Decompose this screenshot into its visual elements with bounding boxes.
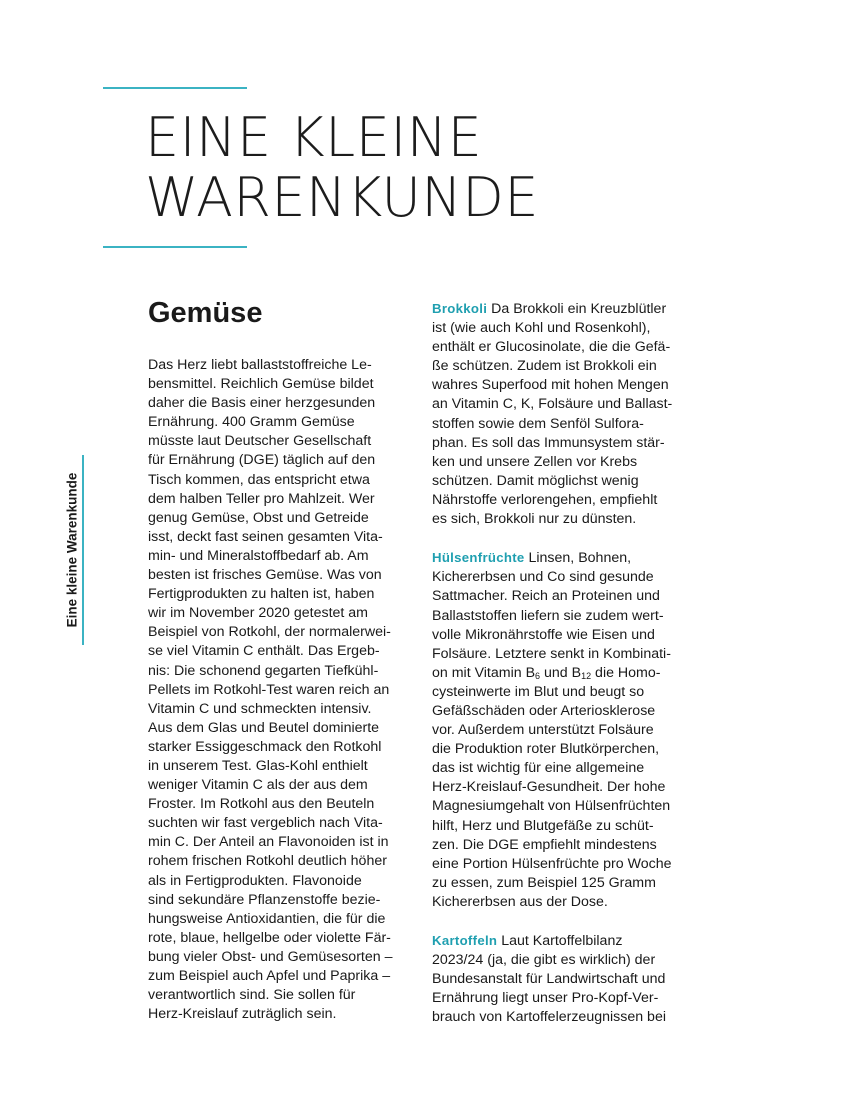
keyword-kartoffeln: Kartoffeln [432,933,498,949]
text-line: 2023/24 (ja, die gibt es wirklich) der [432,952,656,969]
text-line: daher die Basis einer herzgesunden [148,395,376,412]
text-line: schützen. Damit möglichst wenig [432,472,639,489]
text-line: phan. Es soll das Immunsystem stär- [432,434,665,451]
side-running-header [60,455,84,645]
text-line: Pellets im Rotkohl-Test waren reich an [148,681,390,698]
text-line: Herz-Kreislauf zuträglich sein. [148,1006,337,1023]
text-line: rote, blaue, hellgelbe oder violette Fär- [148,929,391,946]
text-line: hilft, Herz und Blutgefäße zu schüt- [432,817,654,834]
text-line: zu essen, zum Beispiel 125 Gramm [432,874,656,891]
text-line: verantwortlich sind. Sie sollen für [148,987,356,1004]
text-line: enthält er Glucosinolate, die die Gefä- [432,339,671,356]
left-column-text [148,356,410,1024]
text-line: Das Herz liebt ballaststoffreiche Le- [148,357,372,373]
text-line: besten ist frisches Gemüse. Was von [148,567,382,584]
text-line: genug Gemüse, Obst und Getreide [148,509,369,526]
text-line: cysteinwerte im Blut und beugt so [432,683,645,700]
text-line: für Ernährung (DGE) täglich auf den [148,452,376,469]
text-line: ken und unsere Zellen vor Krebs [432,453,638,470]
text-line: Kichererbsen aus der Dose. [432,893,608,910]
text-line: isst, deckt fast seinen gesamten Vita- [148,528,383,545]
text-line: Froster. Im Rotkohl aus den Beuteln [148,796,375,813]
text-line: Fertigprodukten zu halten ist, haben [148,586,375,603]
page-title-line: WARENKUNDE [145,166,539,229]
side-label: Eine kleine Warenkunde [64,472,80,628]
text-line-vitamin [432,664,702,683]
text-line: bensmittel. Reichlich Gemüse bildet [148,376,374,393]
paragraph-lead-line [432,931,702,951]
text-line: Gefäßschäden oder Arteriosklerose [432,702,656,719]
text-line: Ernährung. 400 Gramm Gemüse [148,414,355,431]
title-rule-top [103,87,247,89]
text-line: ße schützen. Zudem ist Brokkoli ein [432,358,657,375]
text-line: ist (wie auch Kohl und Rosenkohl), [432,320,651,337]
text-line: wir im November 2020 getestet am [148,605,368,622]
text-line: stoffen sowie dem Senföl Sulfora- [432,415,644,432]
text-line: Sattmacher. Reich an Proteinen und [432,588,660,605]
text-line: Nährstoffe verlorengehen, empfiehlt [432,491,658,508]
huelsen-paragraph-a [432,568,702,663]
kartoffeln-paragraph [432,951,702,1027]
keyword-huelsenfruechte: Hülsenfrüchte [432,550,525,566]
text-line: das ist wichtig für eine allgemeine [432,760,645,777]
text-fragment: on mit Vitamin B [432,664,536,681]
text-line: müsste laut Deutscher Gesellschaft [148,433,372,450]
text-line: nis: Die schonend gegarten Tiefkühl- [148,662,379,679]
text-line: Bundesanstalt für Landwirtschaft und [432,971,666,988]
section-heading: Gemüse [148,297,263,329]
keyword-brokkoli: Brokkoli [432,301,488,316]
text-line: sind sekundäre Pflanzenstoffe bezie- [148,891,381,908]
text-line: vor. Außerdem unterstützt Folsäure [432,722,654,739]
lead-text: Laut Kartoffelbilanz [497,933,623,950]
text-line: dem halben Teller pro Mahlzeit. Wer [148,490,375,507]
text-line: Kichererbsen und Co sind gesunde [432,569,654,586]
text-line: Beispiel von Rotkohl, der normalerwei- [148,624,391,641]
text-line: min- und Mineralstoffbedarf ab. Am [148,547,369,564]
text-line: Magnesiumgehalt von Hülsenfrüchten [432,798,671,815]
page-title [145,108,539,228]
text-line: hungsweise Antioxidantien, die für die [148,910,386,927]
text-line: an Vitamin C, K, Folsäure und Ballast- [432,396,673,413]
text-line: als in Fertigprodukten. Flavonoide [148,872,362,889]
paragraph-gap [432,529,702,548]
text-line: weniger Vitamin C als der aus dem [148,777,368,794]
text-line: rohem frischen Rotkohl deutlich höher [148,853,387,870]
text-line: brauch von Kartoffelerzeugnissen bei [432,1009,666,1026]
side-accent-bar [82,455,84,645]
text-line: bung vieler Obst- und Gemüsesorten – [148,948,393,965]
text-line: in unserem Test. Glas-Kohl enthielt [148,757,368,774]
text-line: es sich, Brokkoli nur zu dünsten. [432,511,637,528]
text-line: wahres Superfood mit hohen Mengen [432,377,669,394]
lead-text: Linsen, Bohnen, [524,550,632,567]
subscript: 6 [535,670,541,681]
text-line: eine Portion Hülsenfrüchte pro Woche [432,855,672,872]
paragraph-lead-line [432,299,702,319]
text-line: Tisch kommen, das entspricht etwa [148,471,370,488]
text-line: Herz-Kreislauf-Gesundheit. Der hohe [432,779,666,796]
page-title-line: EINE KLEINE [145,106,483,169]
lead-text: Da Brokkoli ein Kreuzblütler [487,301,667,317]
paragraph-gap [432,912,702,931]
paragraph-lead-line [432,548,702,568]
huelsen-paragraph-b [432,683,702,912]
text-fragment: die Homo- [591,664,661,681]
brokkoli-paragraph [432,319,702,529]
text-line: suchten wir fast vergeblich nach Vita- [148,815,383,832]
text-line: volle Mikronährstoffe wie Eisen und [432,626,655,643]
text-line: Aus dem Glas und Beutel dominierte [148,719,380,736]
right-column-text [432,299,702,1028]
text-line: die Produktion roter Blutkörperchen, [432,741,660,758]
text-line: Vitamin C und schmeckten intensiv. [148,700,372,717]
title-rule-bottom [103,246,247,248]
text-line: starker Essiggeschmack den Rotkohl [148,738,382,755]
text-line: Ernährung liegt unser Pro-Kopf-Ver- [432,990,659,1007]
text-line: zen. Die DGE empfiehlt mindestens [432,836,657,853]
text-line: zum Beispiel auch Apfel und Paprika – [148,968,391,984]
text-line: min C. Der Anteil an Flavonoiden ist in [148,834,389,851]
text-line: se viel Vitamin C enthält. Das Ergeb- [148,643,380,660]
text-line: Folsäure. Letztere senkt in Kombinati- [432,645,671,662]
text-fragment: und B [540,664,582,681]
subscript: 12 [581,670,592,681]
text-line: Ballaststoffen liefern sie zudem wert- [432,607,664,624]
